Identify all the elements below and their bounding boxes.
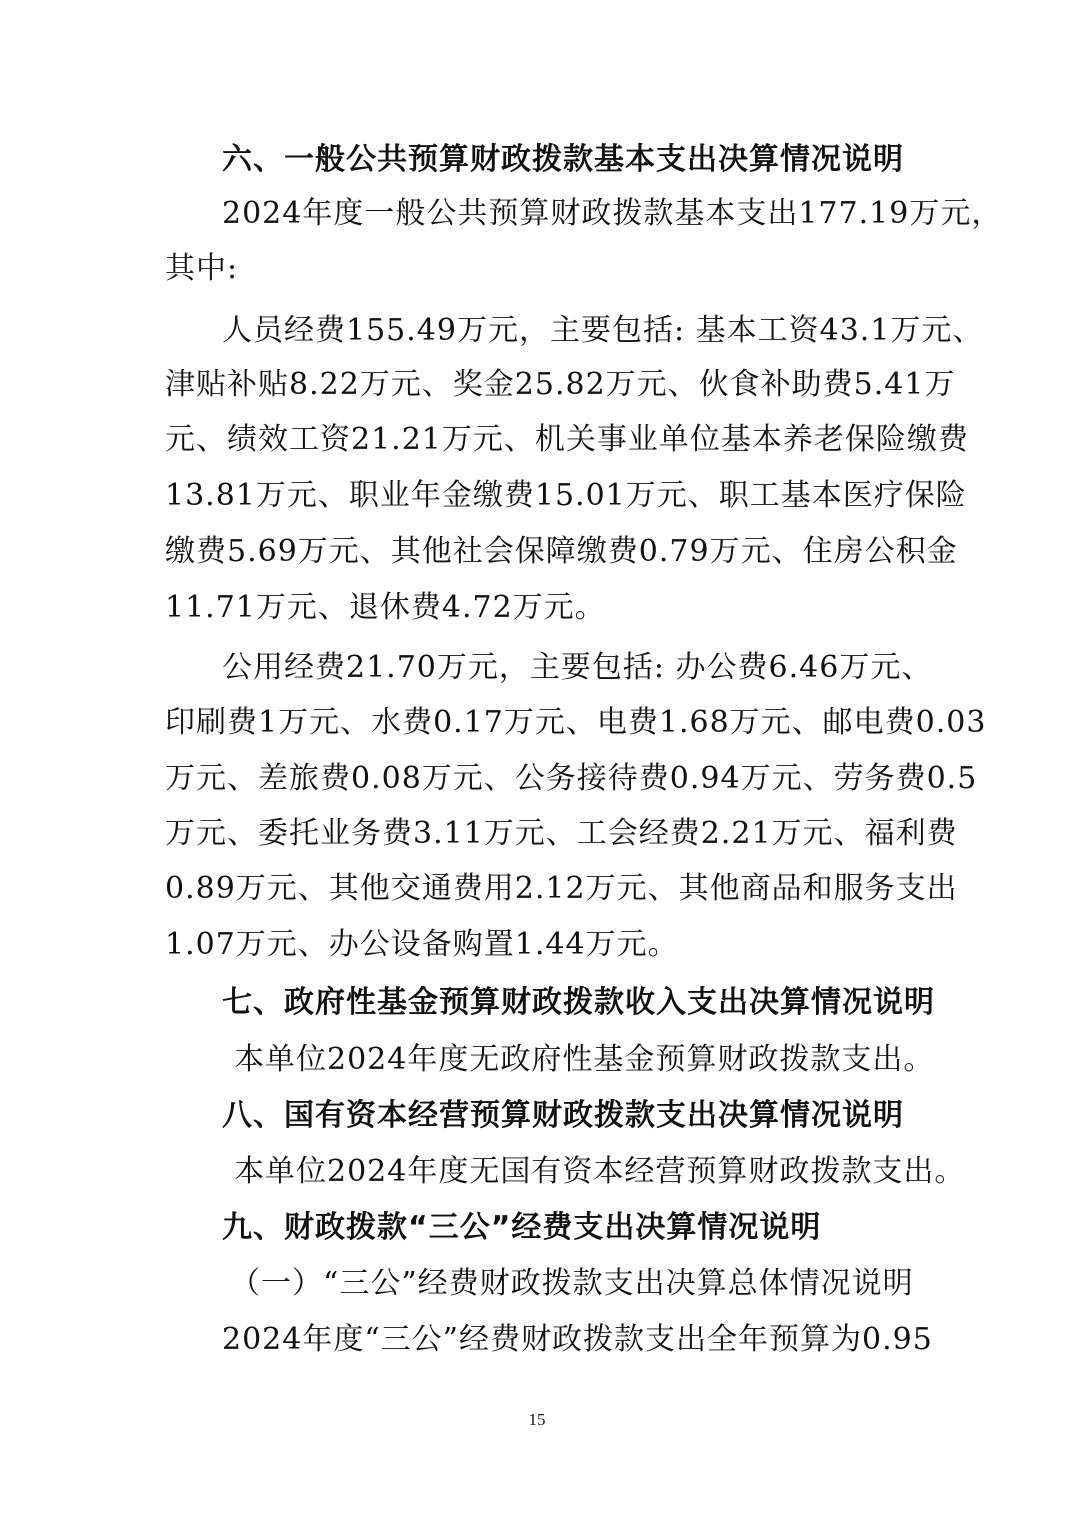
- paragraph-line: 本单位2024年度无政府性基金预算财政拨款支出。: [234, 1042, 935, 1077]
- paragraph-line: 缴费5.69万元、其他社会保障缴费0.79万元、住房公积金: [165, 534, 958, 569]
- paragraph-line: 13.81万元、职业年金缴费15.01万元、职工基本医疗保险: [165, 478, 967, 513]
- section-heading-8: 八、国有资本经营预算财政拨款支出决算情况说明: [222, 1098, 904, 1133]
- paragraph-line: 元、绩效工资21.21万元、机关事业单位基本养老保险缴费: [165, 422, 969, 457]
- paragraph-line: 津贴补贴8.22万元、奖金25.82万元、伙食补助费5.41万: [165, 367, 956, 402]
- paragraph-line: 1.07万元、办公设备购置1.44万元。: [165, 927, 679, 962]
- paragraph-line: 2024年度一般公共预算财政拨款基本支出177.19万元，: [222, 196, 1003, 231]
- paragraph-line: 11.71万元、退休费4.72万元。: [165, 590, 606, 625]
- paragraph-line: 人员经费155.49万元，主要包括: 基本工资43.1万元、: [222, 313, 984, 348]
- page-number: 15: [528, 1410, 546, 1429]
- paragraph-line: 0.89万元、其他交通费用2.12万元、其他商品和服务支出: [165, 871, 958, 906]
- paragraph-line: 万元、委托业务费3.11万元、工会经费2.21万元、福利费: [165, 816, 958, 851]
- section-heading-6: 六、一般公共预算财政拨款基本支出决算情况说明: [222, 142, 904, 177]
- paragraph-line: 公用经费21.70万元，主要包括: 办公费6.46万元、: [222, 650, 933, 685]
- paragraph-line: 本单位2024年度无国有资本经营预算财政拨款支出。: [234, 1154, 966, 1189]
- paragraph-line: 万元、差旅费0.08万元、公务接待费0.94万元、劳务费0.5: [165, 761, 978, 796]
- paragraph-line: 其中:: [165, 251, 239, 286]
- section-heading-7: 七、政府性基金预算财政拨款收入支出决算情况说明: [222, 985, 935, 1020]
- paragraph-line: 2024年度“三公”经费财政拨款支出全年预算为0.95: [222, 1322, 933, 1357]
- section-heading-9: 九、财政拨款“三公”经费支出决算情况说明: [222, 1210, 822, 1245]
- paragraph-line: 印刷费1万元、水费0.17万元、电费1.68万元、邮电费0.03: [165, 705, 987, 740]
- subsection-heading: （一）“三公”经费财政拨款支出决算总体情况说明: [230, 1266, 914, 1301]
